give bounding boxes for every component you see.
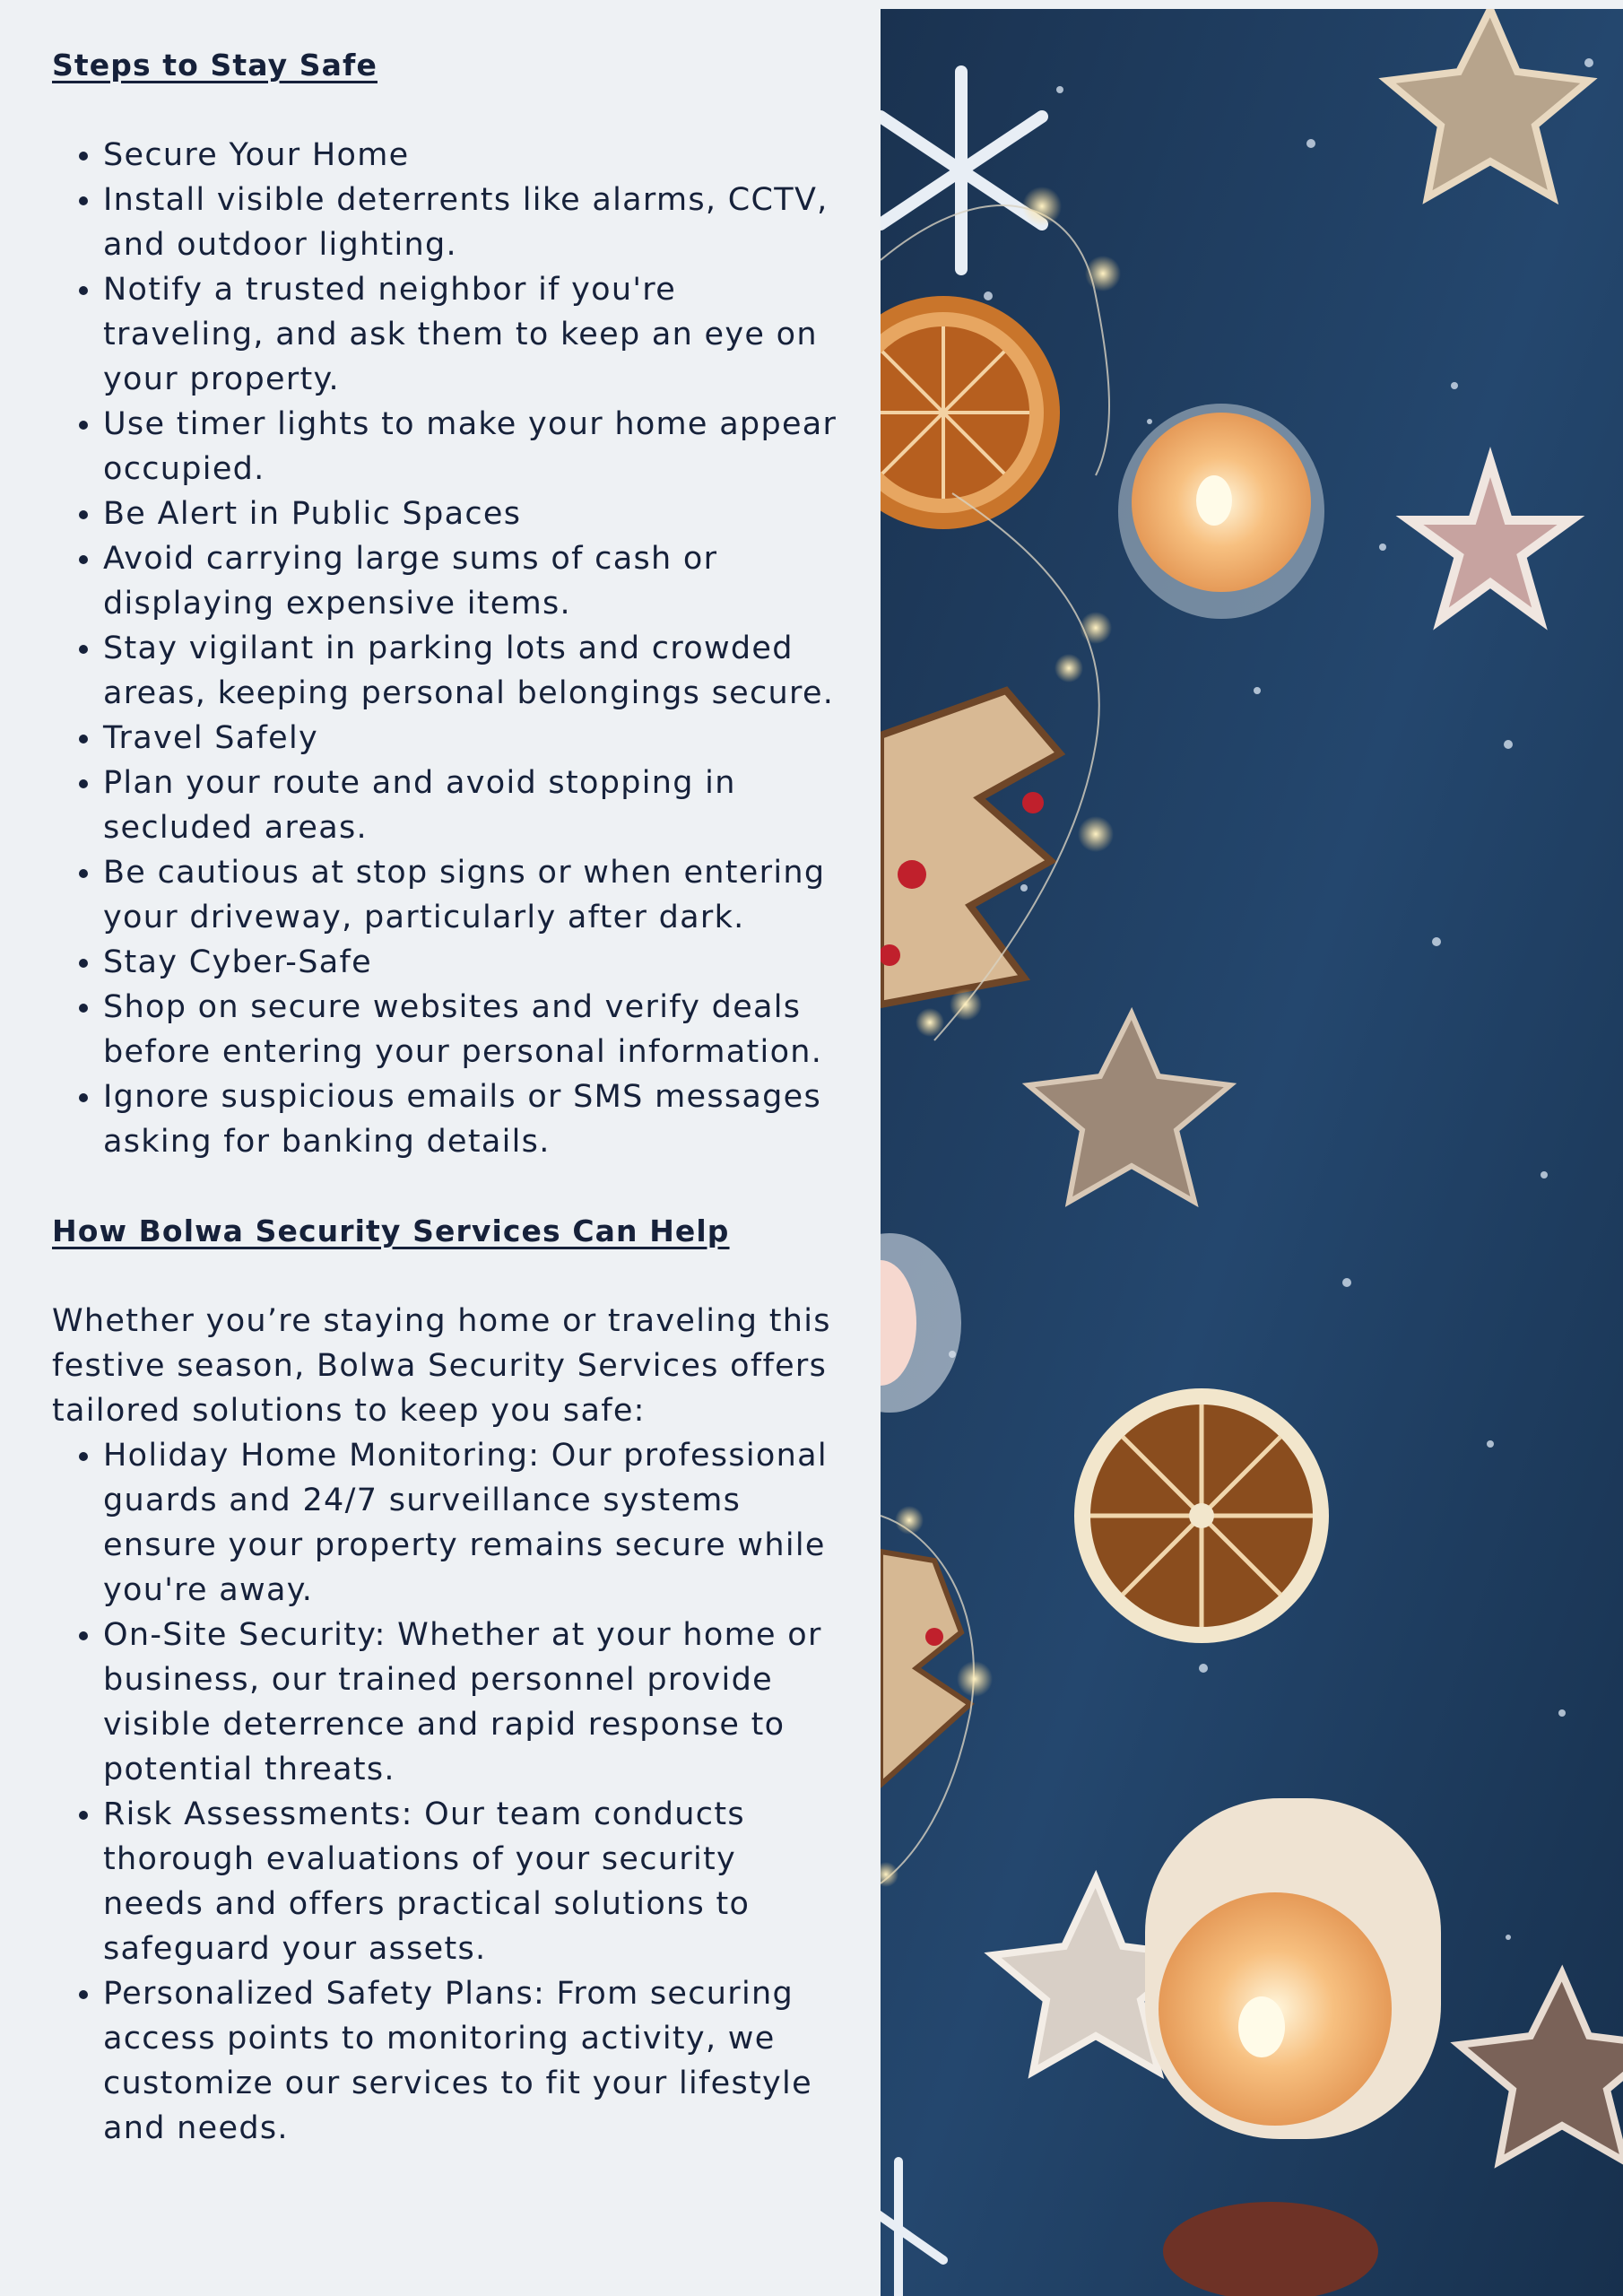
seed-pod bbox=[1163, 2202, 1378, 2296]
list-item: • Be Alert in Public Spaces bbox=[103, 491, 841, 536]
section-heading-help: How Bolwa Security Services Can Help bbox=[52, 1213, 730, 1248]
list-item: • Stay vigilant in parking lots and crowded areas, keeping personal belongings secure. bbox=[103, 626, 841, 716]
list-item: • Shop on secure websites and verify deals before entering your personal information. bbox=[103, 985, 841, 1074]
pillar-candle bbox=[1145, 1798, 1441, 2139]
list-item: • Holiday Home Monitoring: Our professional guards and 24/7 surveillance systems ensure your property remains secure while you're away. bbox=[103, 1433, 841, 1613]
list-item: • Travel Safely bbox=[103, 716, 841, 761]
festive-decor-photo bbox=[881, 9, 1623, 2296]
list-item: • Install visible deterrents like alarms, CCTV, and outdoor lighting. bbox=[103, 178, 841, 267]
list-item: • Risk Assessments: Our team conducts thorough evaluations of your security needs and offers practical solutions to safeguard your assets. bbox=[103, 1792, 841, 1971]
list-item: • Plan your route and avoid stopping in secluded areas. bbox=[103, 761, 841, 850]
list-item: • Ignore suspicious emails or SMS messages asking for banking details. bbox=[103, 1074, 841, 1164]
list-item: • Personalized Safety Plans: From securing access points to monitoring activity, we customize our services to fit your lifestyle and needs. bbox=[103, 1971, 841, 2151]
list-item: • Be cautious at stop signs or when entering your driveway, particularly after dark. bbox=[103, 850, 841, 940]
intro-paragraph: Whether you’re staying home or traveling this festive season, Bolwa Security Services offers tailored solutions to keep you safe: bbox=[52, 1303, 831, 1429]
list-item: • On-Site Security: Whether at your home or business, our trained personnel provide visible deterrence and rapid response to potential threats. bbox=[103, 1613, 841, 1792]
list-item: • Secure Your Home bbox=[103, 133, 841, 178]
article-column bbox=[52, 43, 841, 2151]
steps-list bbox=[52, 133, 841, 1164]
list-item: • Use timer lights to make your home appear occupied. bbox=[103, 402, 841, 491]
tealight-candle bbox=[1118, 404, 1324, 619]
list-item: • Stay Cyber-Safe bbox=[103, 940, 841, 985]
services-list bbox=[52, 1433, 841, 2151]
list-item: • Notify a trusted neighbor if you're traveling, and ask them to keep an eye on your property. bbox=[103, 267, 841, 402]
list-item: • Avoid carrying large sums of cash or displaying expensive items. bbox=[103, 536, 841, 626]
orange-slice bbox=[1074, 1388, 1329, 1643]
section-heading-steps: Steps to Stay Safe bbox=[52, 48, 378, 83]
